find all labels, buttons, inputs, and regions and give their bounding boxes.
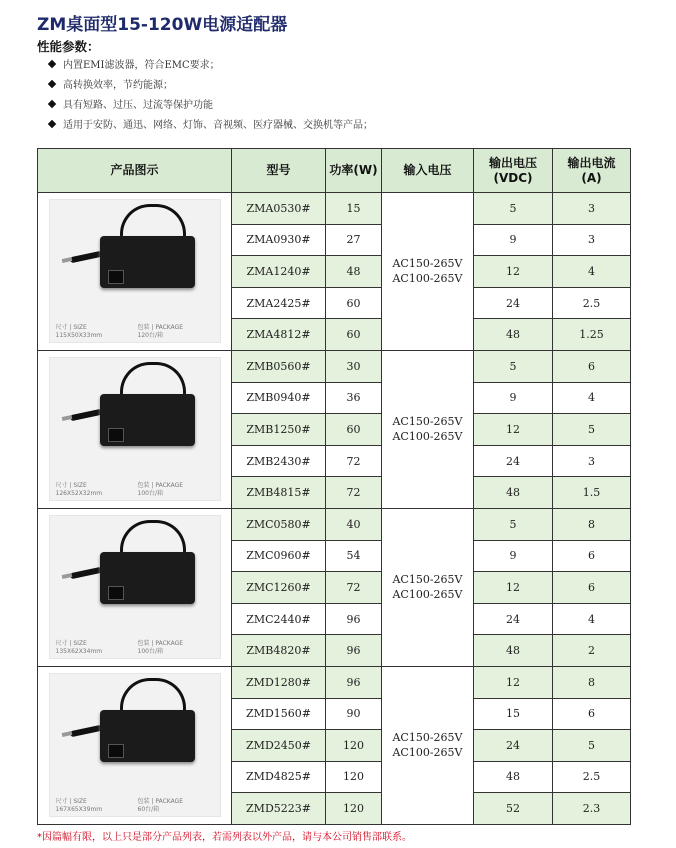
iout-cell: 1.5 bbox=[553, 477, 631, 509]
vout-cell: 5 bbox=[474, 193, 553, 225]
iout-cell: 2.3 bbox=[553, 793, 631, 825]
input-voltage-cell: AC150-265V AC100-265V bbox=[382, 350, 474, 508]
ac-socket-shape bbox=[108, 586, 124, 600]
vout-cell: 5 bbox=[474, 508, 553, 540]
vout-cell: 48 bbox=[474, 477, 553, 509]
table-row bbox=[38, 508, 631, 540]
table-row bbox=[38, 666, 631, 698]
iout-cell: 3 bbox=[553, 445, 631, 477]
power-cell: 30 bbox=[326, 350, 382, 382]
cable-shape bbox=[69, 725, 102, 738]
iout-cell: 4 bbox=[553, 603, 631, 635]
iout-cell: 1.25 bbox=[553, 319, 631, 351]
iout-cell: 6 bbox=[553, 350, 631, 382]
power-cell: 96 bbox=[326, 635, 382, 667]
model-cell: ZMA1240# bbox=[232, 256, 326, 288]
feature-item: 适用于安防、通迅、网络、灯饰、音视频、医疗器械、交换机等产品； bbox=[48, 116, 373, 136]
product-caption: 尺寸 | SIZE 167X65X39mm 包装 | PACKAGE 60台/箱 bbox=[55, 798, 184, 814]
model-cell: ZMD4825# bbox=[232, 761, 326, 793]
model-cell: ZMC0960# bbox=[232, 540, 326, 572]
iout-cell: 6 bbox=[553, 540, 631, 572]
power-cell: 54 bbox=[326, 540, 382, 572]
power-cell: 27 bbox=[326, 224, 382, 256]
power-cell: 60 bbox=[326, 414, 382, 446]
vout-cell: 48 bbox=[474, 635, 553, 667]
power-cell: 36 bbox=[326, 382, 382, 414]
vout-cell: 9 bbox=[474, 382, 553, 414]
feature-item: 高转换效率，节约能源； bbox=[48, 76, 373, 96]
power-cell: 90 bbox=[326, 698, 382, 730]
vout-cell: 12 bbox=[474, 414, 553, 446]
iout-cell: 3 bbox=[553, 193, 631, 225]
input-voltage-cell: AC150-265V AC100-265V bbox=[382, 193, 474, 351]
vout-cell: 24 bbox=[474, 445, 553, 477]
section-subtitle: 性能参数： bbox=[37, 39, 100, 54]
power-cell: 60 bbox=[326, 287, 382, 319]
iout-cell: 3 bbox=[553, 224, 631, 256]
model-cell: ZMC1260# bbox=[232, 572, 326, 604]
power-cell: 72 bbox=[326, 477, 382, 509]
header-image: 产品图示 bbox=[38, 149, 232, 193]
vout-cell: 52 bbox=[474, 793, 553, 825]
power-cell: 60 bbox=[326, 319, 382, 351]
model-cell: ZMC2440# bbox=[232, 603, 326, 635]
footnote: *因篇幅有限，以上只是部分产品列表，若需列表以外产品，请与本公司销售部联系。 bbox=[37, 832, 412, 843]
diamond-bullet-icon bbox=[48, 60, 56, 68]
feature-item: 内置EMI滤波器，符合EMC要求； bbox=[48, 56, 373, 76]
product-image-cell bbox=[38, 350, 232, 508]
cable-shape bbox=[69, 567, 102, 580]
power-adapter-image bbox=[49, 199, 221, 343]
power-cell: 120 bbox=[326, 793, 382, 825]
header-model: 型号 bbox=[232, 149, 326, 193]
dc-plug-shape bbox=[61, 573, 72, 579]
vout-cell: 24 bbox=[474, 730, 553, 762]
power-adapter-image bbox=[49, 673, 221, 817]
model-cell: ZMB4820# bbox=[232, 635, 326, 667]
ac-socket-shape bbox=[108, 270, 124, 284]
diamond-bullet-icon bbox=[48, 120, 56, 128]
vout-cell: 24 bbox=[474, 287, 553, 319]
vout-cell: 9 bbox=[474, 540, 553, 572]
input-voltage-cell: AC150-265V AC100-265V bbox=[382, 508, 474, 666]
product-caption: 尺寸 | SIZE 126X52X32mm 包装 | PACKAGE 100台/箱 bbox=[55, 482, 184, 498]
model-cell: ZMB0560# bbox=[232, 350, 326, 382]
power-cell: 96 bbox=[326, 603, 382, 635]
iout-cell: 8 bbox=[553, 508, 631, 540]
model-cell: ZMD1280# bbox=[232, 666, 326, 698]
power-cell: 120 bbox=[326, 761, 382, 793]
vout-cell: 5 bbox=[474, 350, 553, 382]
header-power: 功率(W) bbox=[326, 149, 382, 193]
power-adapter-image bbox=[49, 515, 221, 659]
model-cell: ZMD1560# bbox=[232, 698, 326, 730]
cable-shape bbox=[69, 409, 102, 422]
header-input: 输入电压 bbox=[382, 149, 474, 193]
iout-cell: 4 bbox=[553, 382, 631, 414]
model-cell: ZMA4812# bbox=[232, 319, 326, 351]
header-vout: 输出电压 (VDC) bbox=[474, 149, 553, 193]
product-caption: 尺寸 | SIZE 115X50X33mm 包装 | PACKAGE 120台/箱 bbox=[55, 324, 184, 340]
iout-cell: 2 bbox=[553, 635, 631, 667]
ac-socket-shape bbox=[108, 428, 124, 442]
power-cell: 72 bbox=[326, 445, 382, 477]
cable-shape bbox=[69, 251, 102, 264]
model-cell: ZMB0940# bbox=[232, 382, 326, 414]
vout-cell: 48 bbox=[474, 319, 553, 351]
iout-cell: 5 bbox=[553, 730, 631, 762]
model-cell: ZMB2430# bbox=[232, 445, 326, 477]
power-cell: 15 bbox=[326, 193, 382, 225]
vout-cell: 24 bbox=[474, 603, 553, 635]
product-image-cell bbox=[38, 666, 232, 824]
diamond-bullet-icon bbox=[48, 80, 56, 88]
page-title: ZM桌面型15-120W电源适配器 bbox=[37, 15, 288, 35]
input-voltage-cell: AC150-265V AC100-265V bbox=[382, 666, 474, 824]
model-cell: ZMB4815# bbox=[232, 477, 326, 509]
model-cell: ZMA2425# bbox=[232, 287, 326, 319]
vout-cell: 12 bbox=[474, 666, 553, 698]
product-image-cell bbox=[38, 193, 232, 351]
model-cell: ZMC0580# bbox=[232, 508, 326, 540]
vout-cell: 12 bbox=[474, 572, 553, 604]
vout-cell: 48 bbox=[474, 761, 553, 793]
iout-cell: 2.5 bbox=[553, 761, 631, 793]
table-header-row bbox=[38, 149, 631, 193]
model-cell: ZMA0930# bbox=[232, 224, 326, 256]
model-cell: ZMB1250# bbox=[232, 414, 326, 446]
model-cell: ZMD5223# bbox=[232, 793, 326, 825]
dc-plug-shape bbox=[61, 415, 72, 421]
vout-cell: 15 bbox=[474, 698, 553, 730]
feature-list bbox=[48, 56, 373, 136]
model-cell: ZMD2450# bbox=[232, 730, 326, 762]
power-cell: 120 bbox=[326, 730, 382, 762]
iout-cell: 5 bbox=[553, 414, 631, 446]
vout-cell: 12 bbox=[474, 256, 553, 288]
power-adapter-image bbox=[49, 357, 221, 501]
iout-cell: 2.5 bbox=[553, 287, 631, 319]
iout-cell: 4 bbox=[553, 256, 631, 288]
power-cell: 96 bbox=[326, 666, 382, 698]
table-row bbox=[38, 193, 631, 225]
power-cell: 48 bbox=[326, 256, 382, 288]
feature-item: 具有短路、过压、过流等保护功能 bbox=[48, 96, 373, 116]
power-cell: 72 bbox=[326, 572, 382, 604]
product-image-cell bbox=[38, 508, 232, 666]
product-caption: 尺寸 | SIZE 135X62X34mm 包装 | PACKAGE 100台/箱 bbox=[55, 640, 184, 656]
vout-cell: 9 bbox=[474, 224, 553, 256]
model-cell: ZMA0530# bbox=[232, 193, 326, 225]
table-row bbox=[38, 350, 631, 382]
header-iout: 输出电流 (A) bbox=[553, 149, 631, 193]
spec-table bbox=[37, 148, 631, 825]
ac-socket-shape bbox=[108, 744, 124, 758]
iout-cell: 8 bbox=[553, 666, 631, 698]
iout-cell: 6 bbox=[553, 698, 631, 730]
dc-plug-shape bbox=[61, 257, 72, 263]
diamond-bullet-icon bbox=[48, 100, 56, 108]
iout-cell: 6 bbox=[553, 572, 631, 604]
power-cell: 40 bbox=[326, 508, 382, 540]
dc-plug-shape bbox=[61, 731, 72, 737]
